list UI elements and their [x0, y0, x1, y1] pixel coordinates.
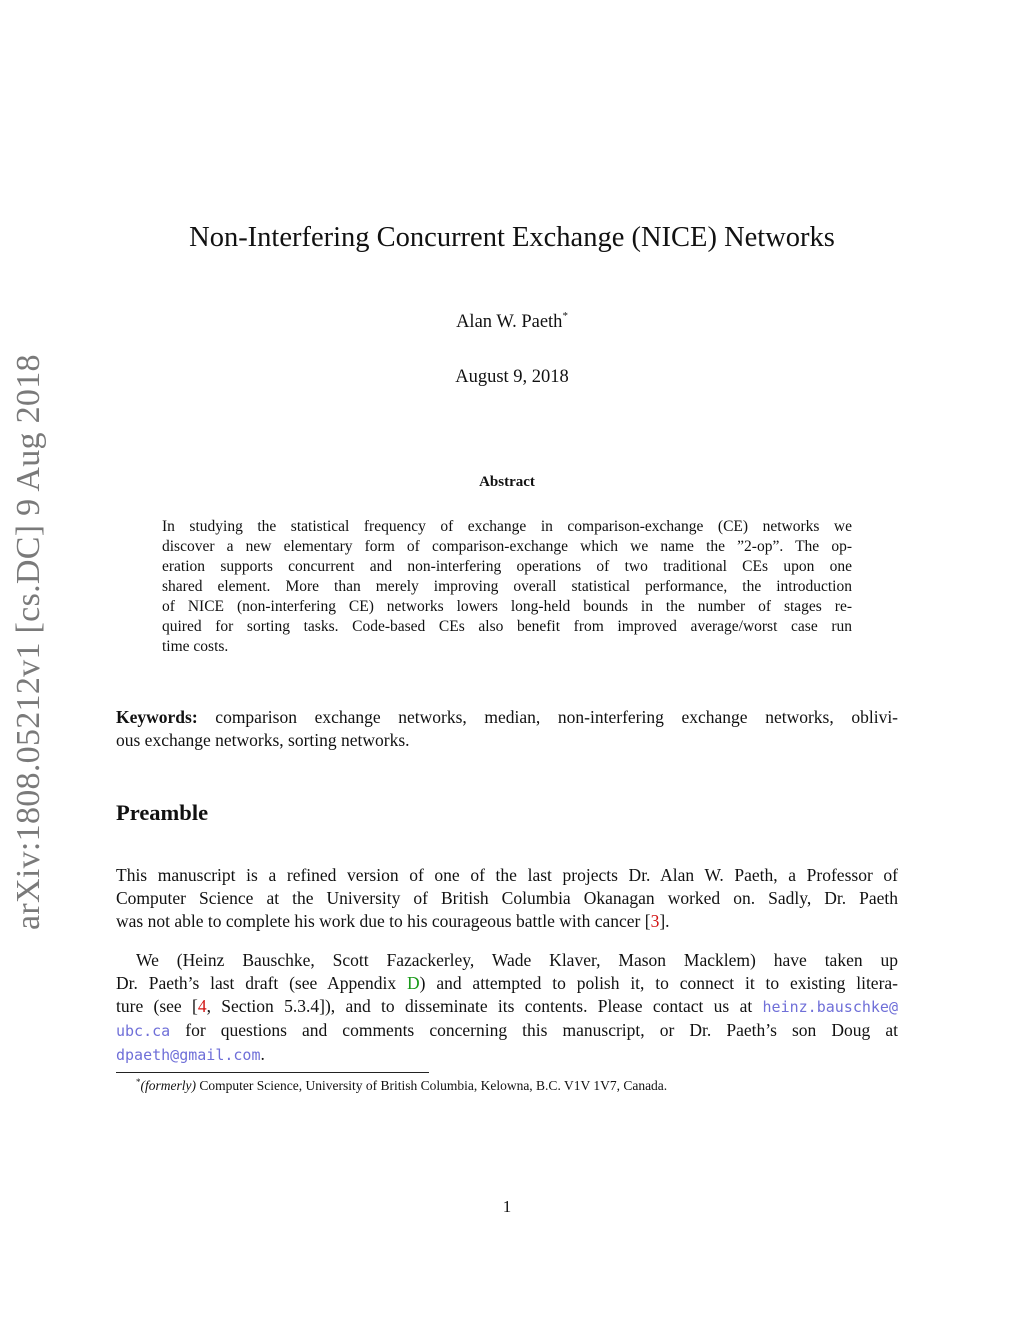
keywords-block [116, 706, 898, 752]
abstract-line: of NICE (non-interfering CE) networks lowers long-held bounds in the number of stages re- [162, 598, 852, 615]
email-link-dpaeth[interactable]: dpaeth@gmail.com [116, 1046, 261, 1064]
paragraph-end: . [260, 1044, 265, 1064]
keywords-label: Keywords: [116, 707, 198, 727]
author-footnote-mark: * [562, 310, 568, 322]
citation-link-4[interactable]: 4 [197, 996, 207, 1016]
abstract-body [162, 517, 852, 657]
email-link-bauschke-cont[interactable]: ubc.ca [116, 1022, 171, 1040]
paragraph-line: for questions and comments concerning this manuscript, or Dr. Paeth’s son Doug at [170, 1020, 898, 1040]
author-line [0, 310, 1024, 333]
paper-date: August 9, 2018 [455, 367, 569, 387]
abstract-line: In studying the statistical frequency of exchange in comparison-exchange (CE) networks we [162, 518, 852, 535]
abstract-line: eration supports concurrent and non-interfering operations of two traditional CEs upon one [162, 558, 852, 575]
footnote-italic: (formerly) [140, 1078, 196, 1093]
section-heading-preamble: Preamble [116, 800, 209, 825]
preamble-paragraph-1 [116, 864, 898, 933]
paragraph-line: We (Heinz Bauschke, Scott Fazackerley, Wade Klaver, Mason Macklem) have taken up [136, 950, 898, 970]
abstract-line: discover a new elementary form of comparison-exchange which we name the ”2-op”. The op- [162, 538, 852, 555]
author-name: Alan W. Paeth [456, 312, 563, 332]
paragraph-line: was not able to complete his work due to his courageous battle with cancer [ [116, 911, 651, 931]
keywords-text-1: comparison exchange networks, median, non-interfering exchange networks, oblivi- [215, 707, 899, 727]
paragraph-line: ) and attempted to polish it, to connect it to existing litera- [419, 973, 898, 993]
paragraph-line: ]. [659, 911, 670, 931]
keywords-text-2: ous exchange networks, sorting networks. [116, 730, 410, 750]
abstract-line: quired for sorting tasks. Code-based CEs also benefit from improved average/worst case run [162, 618, 852, 635]
footnote-rule [116, 1072, 429, 1073]
footnote [116, 1077, 667, 1094]
footnote-text: Computer Science, University of British Columbia, Kelowna, B.C. V1V 1V7, Canada. [195, 1078, 668, 1093]
paragraph-line: Dr. Paeth’s last draft (see Appendix [116, 973, 408, 993]
abstract-line: shared element. More than merely improving overall statistical performance, the introduction [162, 578, 852, 595]
abstract-heading: Abstract [479, 474, 535, 490]
citation-link-3[interactable]: 3 [650, 911, 660, 931]
paper-title: Non-Interfering Concurrent Exchange (NICE) Networks [189, 222, 835, 253]
appendix-link[interactable]: D [407, 973, 420, 993]
preamble-paragraph-2 [116, 949, 898, 1067]
paragraph-line: This manuscript is a refined version of one of the last projects Dr. Alan W. Paeth, a Professor of [116, 865, 898, 885]
paragraph-line: ture (see [ [116, 996, 198, 1016]
arxiv-identifier: arXiv:1808.05212v1 [cs.DC] 9 Aug 2018 [10, 354, 47, 930]
paragraph-line: , Section 5.3.4]), and to disseminate its contents. Please contact us at [206, 996, 763, 1016]
footnote-mark: * [136, 1077, 141, 1087]
paragraph-line: Computer Science at the University of British Columbia Okanagan worked on. Sadly, Dr. Paeth [116, 888, 898, 908]
page-number: 1 [502, 1197, 512, 1216]
email-link-bauschke[interactable]: heinz.bauschke@ [762, 998, 898, 1016]
abstract-line: time costs. [162, 638, 229, 655]
